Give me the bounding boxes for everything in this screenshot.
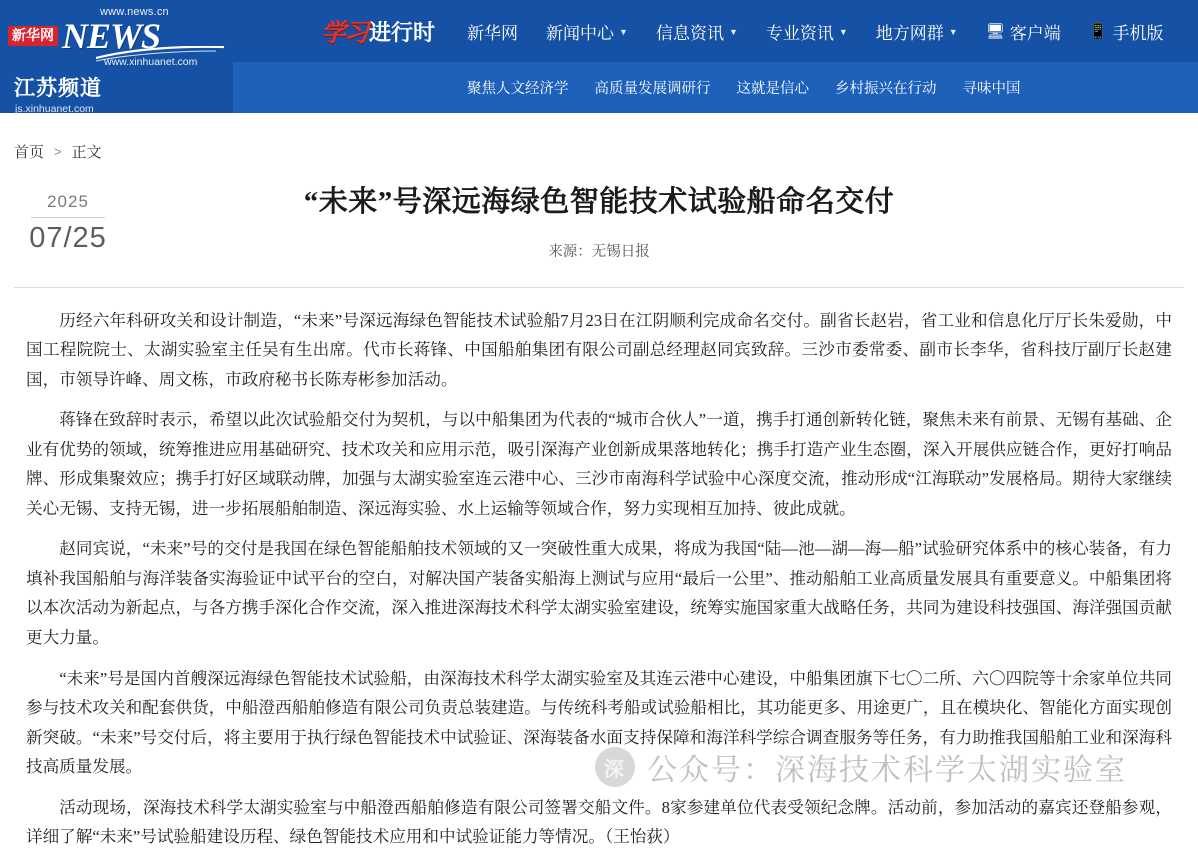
- phone-icon: 📱: [1088, 23, 1108, 40]
- site-header: [0, 0, 1198, 113]
- sub-nav: [233, 62, 1198, 113]
- chevron-down-icon: ▼: [728, 27, 738, 37]
- subnav-item-4[interactable]: 乡村振兴在行动: [835, 81, 937, 97]
- article-source: [0, 240, 1198, 261]
- main-nav: [233, 0, 1198, 62]
- nav-item-news-center[interactable]: [532, 13, 642, 50]
- watermark-text: 公众号：深海技术科学太湖实验室: [647, 754, 1127, 787]
- article-source-label: 来源：: [548, 243, 592, 260]
- article-date-year: 2025: [47, 192, 89, 211]
- nav-item-label: 新华网: [467, 23, 519, 43]
- chevron-down-icon: ▼: [619, 27, 628, 37]
- nav-item-mobile[interactable]: [1075, 13, 1178, 50]
- breadcrumb-separator: >: [54, 144, 62, 159]
- nav-item-professional[interactable]: [752, 13, 862, 50]
- article: [0, 184, 1198, 852]
- nav-item-label: 信息资讯: [655, 23, 724, 43]
- logo-channel-url: js.xinhuanet.com: [15, 103, 94, 115]
- article-date-monthday: 07/25: [29, 222, 107, 254]
- brandmark-xuexi[interactable]: [321, 13, 435, 49]
- nav-item-label: 地方网群: [875, 23, 944, 43]
- brandmark-red-text: 学习: [321, 20, 368, 47]
- breadcrumb-current: 正文: [71, 144, 102, 161]
- article-paragraph: “未来”号是国内首艘深远海绿色智能技术试验船，由深海技术科学太湖实验室及其连云港中心建设，中船集团旗下七〇二所、六〇四院等十余家单位共同参与技术攻关和配套供货，中船澄西船舶修造有限公司负责总装建造。与传统科考船或试验船相比，其功能更多、用途更广，且在模块化、智能化方面实现创新突破。“未来”号交付后，将主要用于执行绿色智能技术中试验证、深海装备水面支持保障和海洋科学综合调查服务等任务，有力助推我国船舶工业和深海科技高质量发展。: [26, 668, 1172, 777]
- logo-swoosh-icon: [96, 46, 226, 62]
- logo-channel-name: 江苏频道: [14, 77, 102, 100]
- logo-badge-xinhua: 新华网: [8, 26, 58, 45]
- article-paragraph: 活动现场，深海技术科学太湖实验室与中船澄西船舶修造有限公司签署交船文件。8家参建单位代表受领纪念牌。活动前，参加活动的嘉宾还登船参观，详细了解“未来”号试验船建设历程、绿色智能技术应用和中试验证能力等情况。（王怡荻）: [26, 797, 1172, 847]
- nav-item-xinhuanet[interactable]: [453, 13, 532, 50]
- nav-item-label: 客户端: [1009, 23, 1061, 43]
- article-paragraph: 蒋锋在致辞时表示，希望以此次试验船交付为契机，与以中船集团为代表的“城市合伙人”一道，携手打通创新转化链，聚焦未来有前景、无锡有基础、企业有优势的领域，统筹推进应用基础研究、技术攻关和应用示范，吸引深海产业创新成果落地转化；携手打造产业生态圈，深入开展供应链合作，更好打响品牌、形成集聚效应；携手打好区域联动牌，加强与太湖实验室连云港中心、三沙市南海科学试验中心深度交流，推动形成“江海联动”发展格局。期待大家继续关心无锡、支持无锡，进一步拓展船舶制造、深远海实验、水上运输等领域合作，努力实现相互加持、彼此成就。: [26, 410, 1172, 518]
- subnav-item-3[interactable]: 这就是信心: [736, 81, 809, 97]
- brandmark-white-text: 进行时: [369, 19, 436, 45]
- article-title-row: [0, 184, 1198, 222]
- subnav-item-2[interactable]: 高质量发展调研行: [594, 81, 711, 97]
- chevron-down-icon: ▼: [838, 27, 848, 37]
- monitor-icon: 🖥: [985, 23, 1005, 40]
- chevron-down-icon: ▼: [948, 27, 958, 37]
- article-paragraph: 历经六年科研攻关和设计制造，“未来”号深远海绿色智能技术试验船7月23日在江阴顺利完成命名交付。副省长赵岩，省工业和信息化厅厅长朱爱勋，中国工程院院士、太湖实验室主任吴有生出席。代市长蒋锋、中国船舶集团有限公司副总经理赵同宾致辞。三沙市委常委、副市长李华，省科技厅副厅长赵建国，市领导许峰、周文栋，市政府秘书长陈寿彬参加活动。: [26, 310, 1172, 389]
- watermark-logo-icon: 深: [595, 747, 635, 787]
- nav-item-label: 新闻中心: [546, 23, 615, 43]
- nav-item-info[interactable]: [642, 13, 752, 50]
- page-title: “未来”号深远海绿色智能技术试验船命名交付: [303, 186, 895, 218]
- breadcrumb-home[interactable]: 首页: [14, 144, 45, 161]
- nav-item-label: 专业资讯: [765, 23, 834, 43]
- article-date: [16, 192, 120, 255]
- logo-url-mid: www.xinhuanet.com: [104, 56, 198, 68]
- article-paragraph: 赵同宾说，“未来”号的交付是我国在绿色智能船舶技术领域的又一突破性重大成果，将成为我国“陆—池—湖—海—船”试验研究体系中的核心装备，有力填补我国船舶与海洋装备实海验证中试平台的空白，对解决国产装备实船海上测试与应用“最后一公里”、推动船舶工业高质量发展具有重要意义。中船集团将以本次活动为新起点，与各方携手深化合作交流，深入推进深海技术科学太湖实验室建设，统筹实施国家重大战略任务，共同为建设科技强国、海洋强国贡献更大力量。: [26, 539, 1172, 647]
- logo-url-top: www.news.cn: [100, 6, 169, 18]
- article-body: [0, 288, 1198, 852]
- site-logo[interactable]: [0, 0, 233, 113]
- header-right: [233, 0, 1198, 113]
- breadcrumb: [0, 113, 1198, 162]
- date-divider: [31, 217, 105, 218]
- article-source-value: 无锡日报: [591, 243, 650, 260]
- logo-news-text: NEWS: [62, 16, 161, 56]
- subnav-item-5[interactable]: 寻味中国: [962, 81, 1021, 97]
- subnav-item-1[interactable]: 聚焦人文经济学: [467, 81, 569, 97]
- nav-item-client[interactable]: [972, 13, 1075, 50]
- nav-item-label: 手机版: [1112, 23, 1164, 43]
- nav-item-local-network[interactable]: [862, 13, 972, 50]
